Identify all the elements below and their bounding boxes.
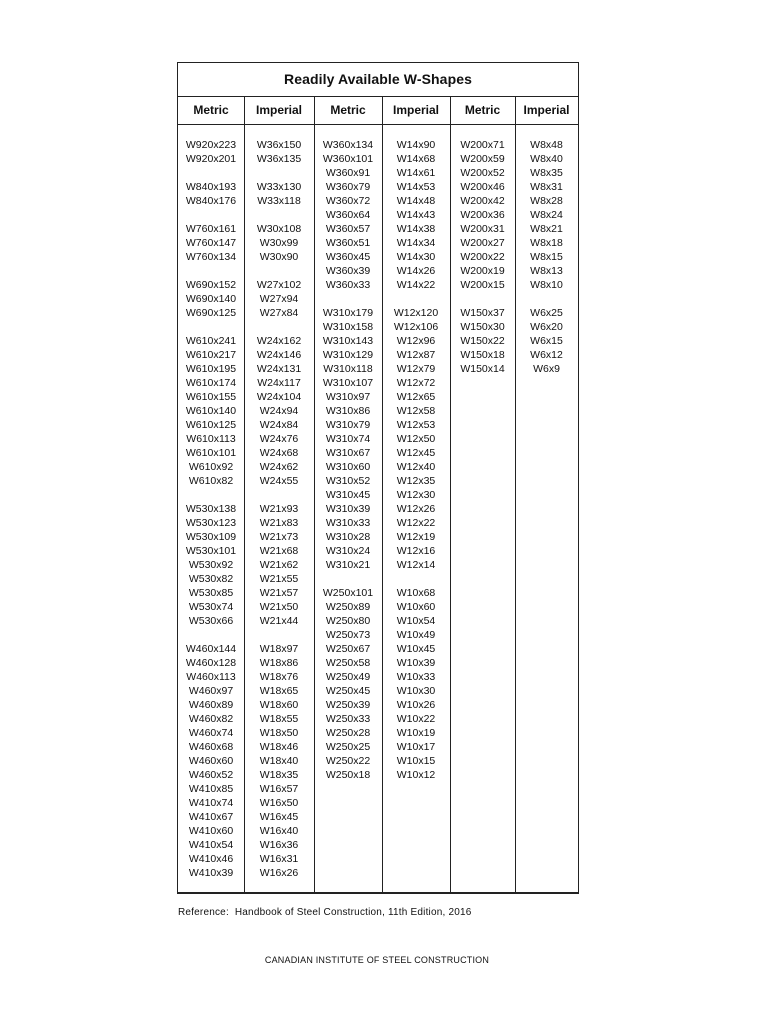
shape-cell: W610x125	[185, 419, 237, 431]
shape-cell: W12x65	[396, 391, 436, 403]
shape-cell: W310x52	[325, 475, 371, 487]
shape-cell: W24x76	[259, 433, 299, 445]
shape-cell: W310x33	[325, 517, 371, 529]
shape-cell: W200x46	[460, 181, 505, 193]
shape-cell	[244, 488, 314, 502]
table-title: Readily Available W-Shapes	[178, 63, 578, 97]
shape-cell: W18x65	[259, 685, 299, 697]
shape-cell: W530x138	[185, 503, 237, 515]
shape-cell: W760x134	[185, 251, 237, 263]
shape-cell: W6x20	[530, 321, 563, 333]
shape-cell: W200x31	[460, 223, 505, 235]
shape-cell: W250x39	[325, 699, 371, 711]
shape-cell: W530x85	[188, 587, 234, 599]
shape-cell: W36x135	[256, 153, 302, 165]
shape-cell: W12x30	[396, 489, 436, 501]
metric-column-2	[314, 138, 382, 782]
shape-cell: W14x43	[396, 209, 436, 221]
shape-cell	[244, 208, 314, 222]
shape-cell: W6x15	[530, 335, 563, 347]
shape-cell: W200x42	[460, 195, 505, 207]
shape-cell: W360x101	[322, 153, 374, 165]
shape-cell: W12x35	[396, 475, 436, 487]
shape-cell: W8x24	[530, 209, 563, 221]
shape-cell: W6x9	[533, 363, 560, 375]
shape-cell	[382, 292, 450, 306]
imperial-column-1	[244, 138, 314, 880]
shape-cell: W12x79	[396, 363, 436, 375]
shape-cell: W21x57	[259, 587, 299, 599]
shape-cell: W410x85	[188, 783, 234, 795]
shape-cell: W24x146	[256, 349, 302, 361]
shape-cell: W150x14	[460, 363, 505, 375]
header-imperial-3: Imperial	[523, 103, 570, 117]
shape-cell: W21x73	[259, 531, 299, 543]
shape-cell: W8x13	[530, 265, 563, 277]
shape-cell: W10x12	[396, 769, 436, 781]
shape-cell: W250x58	[325, 657, 371, 669]
shape-cell: W250x101	[322, 587, 374, 599]
shape-cell: W18x60	[259, 699, 299, 711]
shape-cell	[178, 628, 244, 642]
metric-column-3	[450, 138, 515, 376]
shape-cell: W200x19	[460, 265, 505, 277]
shape-cell: W250x18	[325, 769, 371, 781]
shape-cell: W150x37	[460, 307, 505, 319]
shape-cell: W200x59	[460, 153, 505, 165]
shape-cell: W24x117	[257, 377, 301, 389]
shape-cell: W14x48	[396, 195, 436, 207]
shape-cell: W12x106	[393, 321, 439, 333]
shape-cell: W250x73	[325, 629, 371, 641]
shape-cell: W360x91	[325, 167, 371, 179]
shape-cell: W30x99	[259, 237, 299, 249]
shape-cell: W610x155	[185, 391, 237, 403]
imperial-column-3	[515, 138, 578, 376]
metric-column-1	[178, 138, 244, 880]
header-imperial-2: Imperial	[392, 103, 440, 117]
shape-cell: W16x45	[259, 811, 299, 823]
shape-cell: W310x158	[322, 321, 374, 333]
shape-cell: W310x45	[325, 489, 371, 501]
shape-cell: W460x82	[188, 713, 234, 725]
shape-cell: W460x128	[185, 657, 237, 669]
shape-cell: W14x53	[396, 181, 436, 193]
shape-cell	[178, 320, 244, 334]
shape-cell: W8x31	[530, 181, 563, 193]
shape-cell: W27x94	[259, 293, 299, 305]
shape-cell: W310x118	[323, 363, 373, 375]
shape-cell: W310x24	[325, 545, 371, 557]
shape-cell: W310x28	[325, 531, 371, 543]
shape-cell: W14x22	[396, 279, 436, 291]
shape-cell: W27x84	[259, 307, 299, 319]
shape-cell: W12x87	[396, 349, 436, 361]
shape-cell: W690x125	[185, 307, 237, 319]
shape-cell: W610x195	[185, 363, 237, 375]
shape-cell: W14x30	[396, 251, 436, 263]
shape-cell: W18x46	[259, 741, 299, 753]
shape-cell: W21x68	[259, 545, 299, 557]
shape-cell: W24x162	[256, 335, 302, 347]
shape-cell: W610x241	[185, 335, 237, 347]
shape-cell: W150x22	[460, 335, 505, 347]
shape-cell: W690x140	[185, 293, 237, 305]
shape-cell: W460x52	[188, 769, 234, 781]
shape-cell: W310x86	[325, 405, 371, 417]
shape-cell: W12x40	[396, 461, 436, 473]
table-header-row	[178, 96, 578, 125]
shape-cell: W410x74	[188, 797, 234, 809]
shape-cell	[382, 572, 450, 586]
shape-cell: W10x26	[396, 699, 436, 711]
shape-cell: W10x22	[396, 713, 436, 725]
shape-cell: W10x19	[396, 727, 436, 739]
shape-cell: W460x89	[188, 699, 234, 711]
shape-cell: W250x67	[325, 643, 371, 655]
shape-cell	[178, 488, 244, 502]
shape-cell: W200x15	[460, 279, 505, 291]
shape-cell: W14x26	[396, 265, 436, 277]
shape-cell: W310x21	[325, 559, 371, 571]
shape-cell: W310x129	[322, 349, 374, 361]
shape-cell: W21x50	[259, 601, 299, 613]
shape-cell: W10x68	[396, 587, 436, 599]
shape-cell: W360x134	[322, 139, 374, 151]
shape-cell: W18x86	[259, 657, 299, 669]
shape-cell	[314, 292, 382, 306]
shape-cell: W410x60	[188, 825, 234, 837]
shape-cell: W10x54	[396, 615, 436, 627]
shape-cell: W250x25	[325, 741, 371, 753]
shape-cell: W18x97	[259, 643, 299, 655]
shape-cell: W33x130	[256, 181, 302, 193]
shape-cell: W410x39	[188, 867, 234, 879]
shape-cell: W310x74	[325, 433, 371, 445]
shape-cell: W920x223	[185, 139, 237, 151]
shape-cell: W200x52	[460, 167, 505, 179]
shape-cell: W460x144	[185, 643, 237, 655]
shape-cell: W21x62	[259, 559, 299, 571]
shape-cell: W530x101	[185, 545, 237, 557]
shape-cell: W21x93	[259, 503, 299, 515]
shape-cell: W610x92	[188, 461, 234, 473]
shape-cell: W250x45	[325, 685, 371, 697]
shape-cell: W360x51	[325, 237, 371, 249]
shape-cell: W250x89	[325, 601, 371, 613]
shape-cell: W610x113	[186, 433, 236, 445]
shape-cell: W21x55	[259, 573, 299, 585]
shape-cell: W8x18	[530, 237, 563, 249]
shape-cell: W10x30	[396, 685, 436, 697]
shape-cell: W8x40	[530, 153, 563, 165]
shape-cell: W8x48	[530, 139, 563, 151]
shape-cell: W360x33	[325, 279, 371, 291]
shape-cell	[178, 208, 244, 222]
shape-cell: W310x143	[322, 335, 374, 347]
shape-cell: W410x54	[188, 839, 234, 851]
shape-cell	[178, 264, 244, 278]
shape-cell: W10x39	[396, 657, 436, 669]
shape-cell: W14x34	[396, 237, 436, 249]
shape-cell: W18x55	[259, 713, 299, 725]
shape-cell: W460x74	[188, 727, 234, 739]
shape-cell: W360x72	[325, 195, 371, 207]
shape-cell: W27x102	[256, 279, 302, 291]
shape-cell: W360x79	[325, 181, 371, 193]
shape-cell	[244, 166, 314, 180]
shape-cell: W8x15	[530, 251, 563, 263]
shape-cell: W310x97	[325, 391, 371, 403]
shape-cell: W150x30	[460, 321, 505, 333]
shape-cell	[178, 166, 244, 180]
shape-cell: W16x26	[259, 867, 299, 879]
header-metric-3: Metric	[464, 103, 501, 117]
shape-cell: W18x76	[259, 671, 299, 683]
header-imperial-1: Imperial	[255, 103, 303, 117]
shape-cell: W24x62	[259, 461, 299, 473]
shape-cell: W18x50	[259, 727, 299, 739]
shape-cell: W12x72	[396, 377, 436, 389]
shape-cell: W18x40	[259, 755, 299, 767]
shape-cell: W12x16	[396, 545, 436, 557]
shape-cell: W410x46	[188, 853, 234, 865]
shape-cell: W14x38	[396, 223, 436, 235]
shape-cell: W460x97	[188, 685, 234, 697]
shape-cell: W24x84	[259, 419, 299, 431]
shape-cell: W310x67	[325, 447, 371, 459]
shape-cell: W8x21	[530, 223, 563, 235]
shape-cell: W36x150	[256, 139, 302, 151]
shape-cell: W30x90	[259, 251, 299, 263]
shape-cell: W12x14	[396, 559, 436, 571]
shape-cell: W840x176	[185, 195, 237, 207]
shape-cell: W760x147	[185, 237, 237, 249]
shape-cell: W360x57	[325, 223, 371, 235]
shape-cell: W8x10	[530, 279, 563, 291]
shape-cell: W16x31	[259, 853, 299, 865]
shape-cell	[515, 292, 578, 306]
shape-cell: W10x60	[396, 601, 436, 613]
shape-cell: W610x82	[188, 475, 234, 487]
shape-cell: W10x17	[396, 741, 436, 753]
shape-cell	[244, 628, 314, 642]
shape-cell: W6x12	[530, 349, 563, 361]
shape-cell: W33x118	[257, 195, 301, 207]
shape-cell: W760x161	[185, 223, 237, 235]
header-metric-2: Metric	[330, 103, 366, 117]
shape-cell: W200x27	[460, 237, 505, 249]
shape-cell: W310x39	[325, 503, 371, 515]
shape-cell: W840x193	[185, 181, 237, 193]
shape-cell: W8x35	[530, 167, 563, 179]
shape-cell: W12x26	[396, 503, 436, 515]
shape-cell: W150x18	[460, 349, 505, 361]
shape-cell: W16x40	[259, 825, 299, 837]
shape-cell	[244, 264, 314, 278]
shape-cell: W610x140	[185, 405, 237, 417]
shape-cell: W30x108	[256, 223, 302, 235]
shape-cell: W21x44	[259, 615, 299, 627]
shape-cell: W12x96	[396, 335, 436, 347]
shape-cell: W21x83	[259, 517, 299, 529]
shape-cell: W610x174	[185, 377, 237, 389]
shape-cell: W250x49	[325, 671, 371, 683]
shape-cell: W18x35	[259, 769, 299, 781]
shape-cell: W310x60	[325, 461, 371, 473]
shape-cell: W12x50	[396, 433, 436, 445]
w-shapes-table	[177, 62, 579, 894]
shape-cell: W610x101	[185, 447, 237, 459]
shape-cell: W14x68	[396, 153, 436, 165]
shape-cell: W16x50	[259, 797, 299, 809]
shape-cell: W360x45	[325, 251, 371, 263]
shape-cell: W14x90	[396, 139, 436, 151]
shape-cell: W12x53	[396, 419, 436, 431]
shape-cell: W14x61	[396, 167, 436, 179]
shape-cell: W24x104	[256, 391, 302, 403]
shape-cell: W10x33	[396, 671, 436, 683]
publisher-footer: CANADIAN INSTITUTE OF STEEL CONSTRUCTION	[264, 955, 490, 965]
shape-cell: W360x39	[325, 265, 371, 277]
shape-cell: W12x45	[396, 447, 436, 459]
shape-cell: W200x36	[460, 209, 505, 221]
shape-cell: W12x120	[393, 307, 439, 319]
reference-note: Reference: Handbook of Steel Construction, 11th Edition, 2016	[178, 907, 472, 918]
shape-cell: W530x66	[188, 615, 234, 627]
shape-cell: W360x64	[325, 209, 371, 221]
shape-cell: W24x68	[259, 447, 299, 459]
shape-cell: W610x217	[185, 349, 237, 361]
shape-cell: W530x109	[185, 531, 237, 543]
shape-cell: W8x28	[530, 195, 563, 207]
shape-cell: W12x22	[396, 517, 436, 529]
shape-cell: W310x179	[322, 307, 374, 319]
shape-cell: W530x82	[188, 573, 234, 585]
shape-cell: W250x80	[325, 615, 371, 627]
header-metric-1: Metric	[193, 103, 229, 117]
shape-cell	[450, 292, 515, 306]
shape-cell: W12x19	[396, 531, 436, 543]
shape-cell: W24x94	[259, 405, 299, 417]
shape-cell: W16x36	[259, 839, 299, 851]
shape-cell: W530x74	[188, 601, 234, 613]
shape-cell: W24x55	[259, 475, 299, 487]
imperial-column-2	[382, 138, 450, 782]
shape-cell: W460x113	[186, 671, 236, 683]
shape-cell: W460x68	[188, 741, 234, 753]
shape-cell: W530x92	[188, 559, 234, 571]
shape-cell	[314, 572, 382, 586]
shape-cell: W24x131	[256, 363, 302, 375]
shape-cell: W530x123	[185, 517, 237, 529]
shape-cell: W920x201	[185, 153, 237, 165]
shape-cell: W250x22	[325, 755, 371, 767]
shape-cell: W16x57	[259, 783, 299, 795]
shape-cell: W10x15	[396, 755, 436, 767]
shape-cell: W250x28	[325, 727, 371, 739]
shape-cell	[244, 320, 314, 334]
shape-cell: W10x45	[396, 643, 436, 655]
shape-cell: W6x25	[530, 307, 563, 319]
shape-cell: W310x107	[322, 377, 374, 389]
shape-cell: W250x33	[325, 713, 371, 725]
shape-cell: W200x71	[460, 139, 505, 151]
shape-cell: W310x79	[325, 419, 371, 431]
shape-cell: W460x60	[188, 755, 234, 767]
shape-cell: W410x67	[188, 811, 234, 823]
shape-cell: W690x152	[185, 279, 237, 291]
shape-cell: W200x22	[460, 251, 505, 263]
shape-cell: W12x58	[396, 405, 436, 417]
shape-cell: W10x49	[396, 629, 436, 641]
